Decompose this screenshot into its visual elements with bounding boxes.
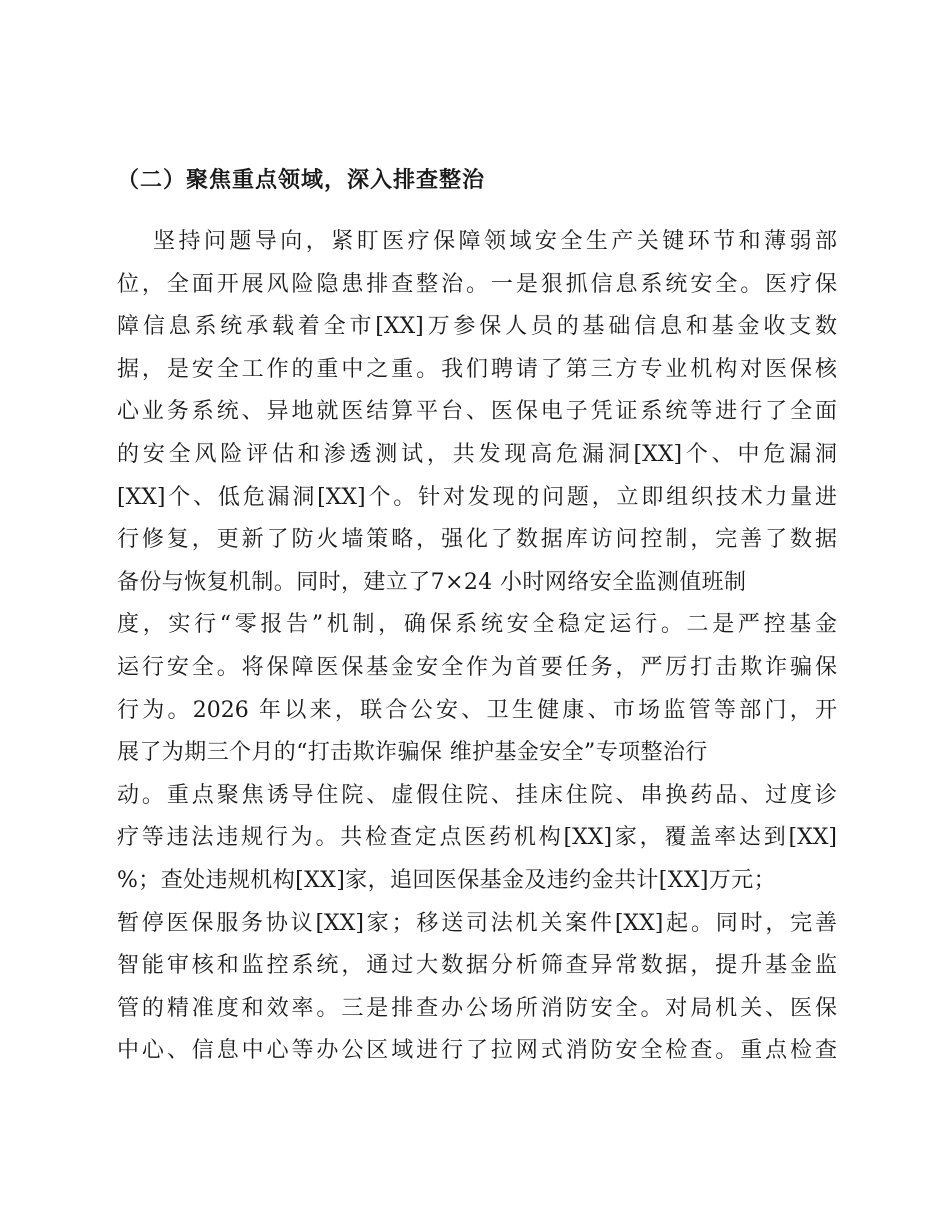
paragraph-line: 管的精准度和效率。三是排查办公场所消防安全。对局机关、医保 (117, 995, 837, 1021)
paragraph-line: 坚持问题导向，紧盯医疗保障领域安全生产关键环节和薄弱部 (153, 229, 837, 254)
paragraph-line: 中心、信息中心等办公区域进行了拉网式消防安全检查。重点检查 (117, 1038, 837, 1064)
body-paragraph (117, 221, 837, 1073)
paragraph-line: 智能审核和监控系统，通过大数据分析筛查异常数据，提升基金监 (117, 953, 837, 979)
paragraph-line: 的安全风险评估和渗透测试，共发现高危漏洞[XX]个、中危漏洞 (117, 441, 837, 467)
paragraph-line: 展了为期三个月的“打击欺诈骗保 维护基金安全”专项整治行 (117, 740, 708, 766)
paragraph-line: 疗等违法违规行为。共检查定点医药机构[XX]家，覆盖率达到[XX] (117, 825, 837, 851)
paragraph-line: 度，实行“零报告”机制，确保系统安全稳定运行。二是严控基金 (117, 612, 837, 638)
paragraph-line: [XX]个、低危漏洞[XX]个。针对发现的问题，立即组织技术力量进 (117, 484, 837, 510)
paragraph-line: 行修复，更新了防火墙策略，强化了数据库访问控制，完善了数据 (117, 527, 837, 553)
paragraph-line: 暂停医保服务协议[XX]家；移送司法机关案件[XX]起。同时，完善 (117, 910, 837, 936)
paragraph-line: 心业务系统、异地就医结算平台、医保电子凭证系统等进行了全面 (117, 399, 837, 425)
paragraph-line: 运行安全。将保障医保基金安全作为首要任务，严厉打击欺诈骗保 (117, 654, 837, 680)
paragraph-line: 据，是安全工作的重中之重。我们聘请了第三方专业机构对医保核 (117, 356, 837, 382)
paragraph-line: 位，全面开展风险隐患排查整治。一是狠抓信息系统安全。医疗保 (117, 271, 837, 297)
section-heading: （二）聚焦重点领域，深入排查整治 (117, 168, 486, 193)
paragraph-line: %；查处违规机构[XX]家，追回医保基金及违约金共计[XX]万元； (117, 867, 777, 893)
paragraph-line: 备份与恢复机制。同时，建立了7×24 小时网络安全监测值班制 (117, 569, 747, 595)
paragraph-line: 行为。2026 年以来，联合公安、卫生健康、市场监管等部门，开 (117, 697, 837, 723)
paragraph-line: 障信息系统承载着全市[XX]万参保人员的基础信息和基金收支数 (117, 314, 837, 340)
paragraph-line: 动。重点聚焦诱导住院、虚假住院、挂床住院、串换药品、过度诊 (117, 782, 837, 808)
